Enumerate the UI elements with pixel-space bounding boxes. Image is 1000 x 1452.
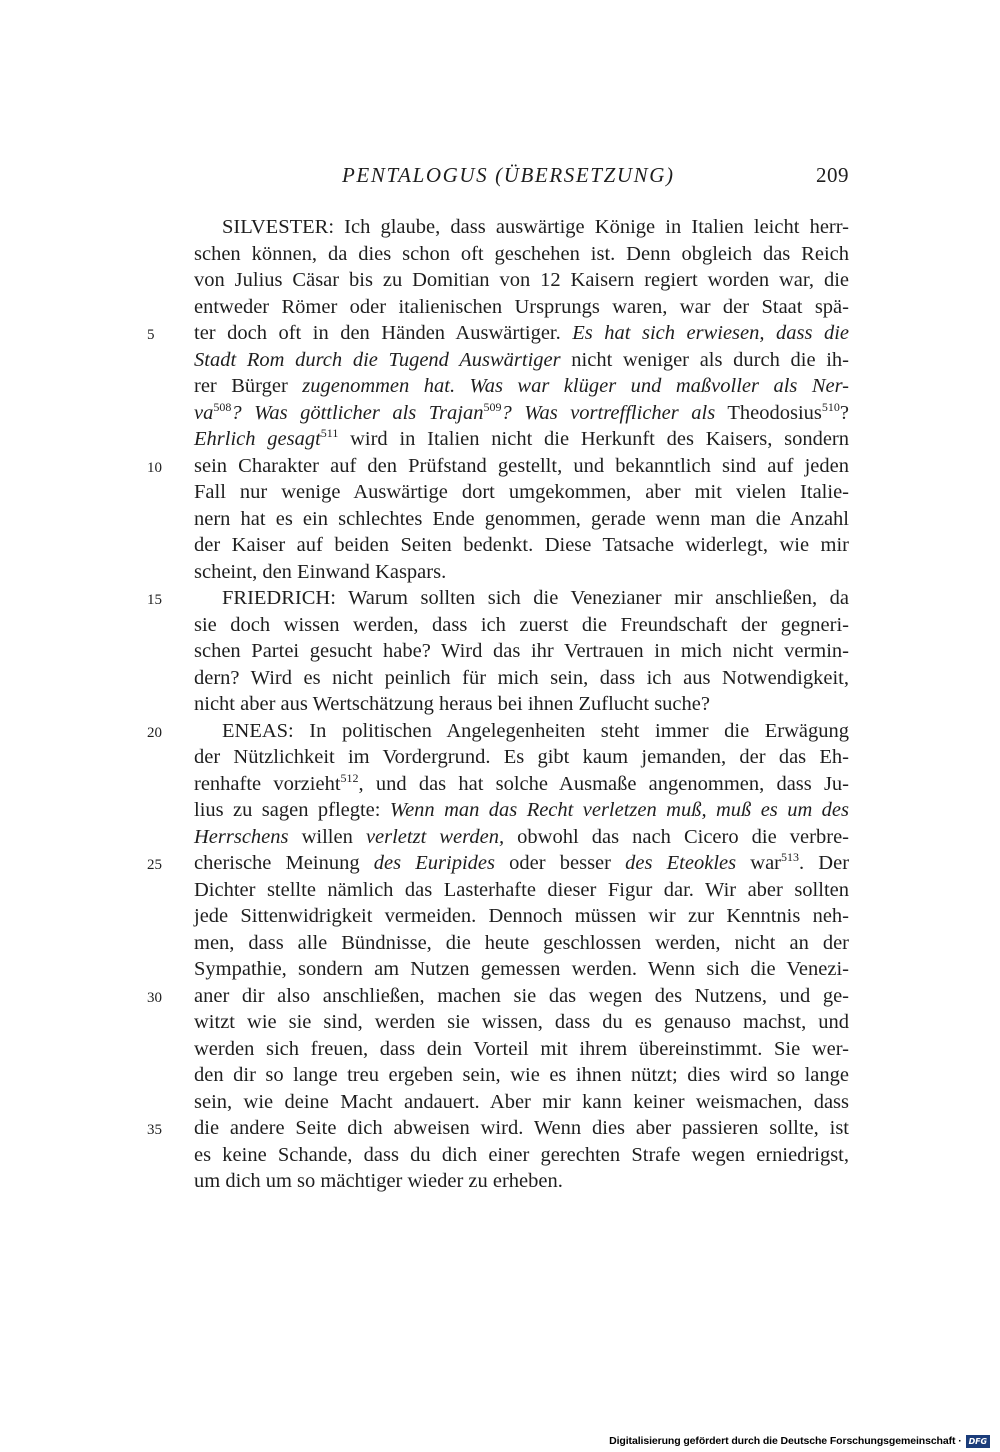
text-line	[194, 320, 849, 346]
text-run: Wenn man das Recht verletzen muß, muß es um des	[389, 799, 849, 821]
text-line	[194, 559, 849, 585]
text-line	[194, 373, 849, 399]
text-line	[194, 665, 849, 691]
text-run: cherische Meinung	[194, 852, 374, 874]
text-run: oder besser	[494, 852, 626, 874]
text-line	[194, 267, 849, 293]
text-line	[194, 1168, 849, 1194]
text-run: sein, wie deine Macht andauert. Aber mir kann keiner weismachen, dass	[194, 1090, 849, 1113]
text-line	[194, 1009, 849, 1035]
text-run: Herrschens	[194, 825, 289, 848]
text-run: verletzt werden,	[365, 825, 505, 848]
text-line	[194, 1062, 849, 1088]
text-line	[194, 1142, 849, 1168]
text-run: des Eteokles	[625, 852, 737, 874]
text-run: ter doch oft in den Händen Auswärtiger.	[194, 322, 573, 344]
text-line	[194, 1115, 849, 1141]
text-run: um dich um so mächtiger wieder zu erheben.	[194, 1170, 563, 1192]
footnote-ref: 511	[320, 426, 339, 440]
text-run: werden sich freuen, dass dein Vorteil mit ihrem übereinstimmt. Sie wer-	[194, 1037, 849, 1060]
funding-text: Digitalisierung gefördert durch die Deutsche Forschungsgemeinschaft ·	[609, 1435, 962, 1447]
text-line	[194, 956, 849, 982]
text-line	[194, 718, 849, 744]
text-run: von Julius Cäsar bis zu Domitian von 12 Kaisern regiert worden war, die	[194, 269, 849, 291]
text-line	[194, 824, 849, 850]
text-run: Dichter stellte nämlich das Lasterhafte dieser Figur dar. Wir aber sollten	[194, 878, 849, 901]
text-line	[194, 214, 849, 240]
text-run: schen Partei gesucht habe? Wird das ihr Vertrauen in mich nicht vermin-	[194, 640, 849, 662]
text-run: Sympathie, sondern am Nutzen gemessen werden. Wenn sich die Venezi-	[194, 958, 849, 980]
text-line	[194, 241, 849, 267]
text-run: ? Was göttlicher als Trajan	[231, 401, 484, 424]
funding-footer	[609, 1434, 990, 1448]
text-line	[194, 506, 849, 532]
text-run: es keine Schande, dass du dich einer gerechten Strafe wegen erniedrigst,	[194, 1143, 849, 1166]
line-number: 5	[147, 327, 155, 343]
text-line	[194, 585, 849, 611]
text-run: nicht weniger als durch die ih-	[560, 348, 850, 371]
text-run: zugenommen hat. Was war klüger und maßvoller als Ner-	[302, 375, 849, 397]
text-line	[194, 294, 849, 320]
text-run: dern? Wird es nicht peinlich für mich sein, dass ich aus Notwendigkeit,	[194, 666, 849, 689]
text-line	[194, 479, 849, 505]
running-title: PENTALOGUS (ÜBERSETZUNG)	[342, 163, 675, 187]
text-run: Stadt Rom durch die Tugend Auswärtiger	[194, 348, 561, 371]
text-run: . Der	[799, 852, 850, 874]
footnote-ref: 512	[340, 770, 359, 785]
text-run: sie doch wissen werden, dass ich zuerst die Freundschaft der gegneri-	[194, 613, 849, 636]
text-line	[194, 400, 849, 426]
footnote-ref: 513	[781, 850, 799, 864]
footnote-ref: 509	[483, 399, 502, 414]
text-run: Fall nur wenige Auswärtige dort umgekommen, aber mit vielen Italie-	[194, 481, 849, 503]
text-run: der Nützlichkeit im Vordergrund. Es gibt kaum jemanden, der das Eh-	[194, 746, 849, 768]
text-run: lius zu sagen pflegte:	[194, 799, 390, 821]
text-line	[194, 983, 849, 1009]
text-run: der Kaiser auf beiden Seiten bedenkt. Diese Tatsache widerlegt, wie mir	[194, 534, 849, 556]
text-run: Es hat sich erwiesen, dass die	[572, 322, 849, 344]
text-line	[194, 771, 849, 797]
text-line	[194, 744, 849, 770]
text-run: entweder Römer oder italienischen Ursprungs waren, war der Staat spä-	[194, 295, 849, 318]
footnote-ref: 510	[821, 399, 840, 414]
text-run: ?	[839, 401, 849, 424]
text-run: des Euripides	[373, 852, 495, 874]
text-run: aner dir also anschließen, machen sie das wegen des Nutzens, und ge-	[194, 984, 849, 1007]
line-number: 15	[147, 592, 162, 608]
text-run: SILVESTER: Ich glaube, dass auswärtige Könige in Italien leicht herr-	[222, 216, 849, 238]
text-line	[194, 612, 849, 638]
text-run: war	[736, 852, 781, 874]
line-number: 10	[147, 459, 162, 476]
text-run: FRIEDRICH: Warum sollten sich die Venezianer mir anschließen, da	[222, 587, 849, 609]
text-line	[194, 877, 849, 903]
text-line	[194, 1036, 849, 1062]
text-run: Theodosius	[715, 401, 822, 424]
text-run: wird in Italien nicht die Herkunft des Kaisers, sondern	[338, 428, 849, 450]
text-line	[194, 691, 849, 717]
text-run: die andere Seite dich abweisen wird. Wenn dies aber passieren sollte, ist	[194, 1117, 849, 1139]
text-line	[194, 903, 849, 929]
text-line	[194, 850, 849, 876]
text-run: Ehrlich gesagt	[194, 428, 321, 450]
text-run: jede Sittenwidrigkeit vermeiden. Dennoch müssen wir zur Kenntnis neh-	[194, 905, 849, 927]
text-line	[194, 426, 849, 452]
text-run: va	[194, 401, 214, 424]
line-number: 25	[147, 857, 162, 873]
text-run: men, dass alle Bündnisse, die heute geschlossen werden, nicht an der	[194, 931, 849, 954]
text-run: scheint, den Einwand Kaspars.	[194, 560, 447, 583]
footnote-ref: 508	[213, 399, 232, 414]
text-line	[194, 930, 849, 956]
text-line	[194, 453, 849, 479]
text-run: ENEAS: In politischen Angelegenheiten steht immer die Erwägung	[222, 719, 849, 742]
text-run: ? Was vortrefflicher als	[501, 401, 716, 424]
page-number: 209	[816, 163, 849, 187]
line-number: 35	[147, 1122, 162, 1138]
text-run: willen	[288, 825, 366, 848]
line-number: 20	[147, 724, 162, 741]
text-line	[194, 797, 849, 823]
text-run: den dir so lange treu ergeben sein, wie es ihnen nützt; dies wird so lange	[194, 1064, 849, 1086]
text-line	[194, 347, 849, 373]
text-run: nern hat es ein schlechtes Ende genommen, gerade wenn man die Anzahl	[194, 507, 849, 530]
text-run: renhafte vorzieht	[194, 772, 341, 795]
text-run: nicht aber aus Wertschätzung heraus bei ihnen Zuflucht suche?	[194, 693, 710, 715]
text-run: schen können, da dies schon oft geschehen ist. Denn obgleich das Reich	[194, 242, 849, 265]
text-line	[194, 532, 849, 558]
text-line	[194, 638, 849, 664]
text-run: obwohl das nach Cicero die verbre-	[504, 825, 849, 848]
running-head	[194, 163, 849, 193]
text-line	[194, 1089, 849, 1115]
text-run: , und das hat solche Ausmaße angenommen, dass Ju-	[358, 772, 850, 795]
text-run: witzt wie sie sind, werden sie wissen, dass du es genauso machst, und	[194, 1011, 849, 1033]
text-run: rer Bürger	[194, 375, 303, 397]
line-number: 30	[147, 989, 162, 1006]
dfg-logo: DFG	[966, 1435, 990, 1448]
text-run: sein Charakter auf den Prüfstand gestellt, und bekanntlich sind auf jeden	[194, 454, 849, 477]
